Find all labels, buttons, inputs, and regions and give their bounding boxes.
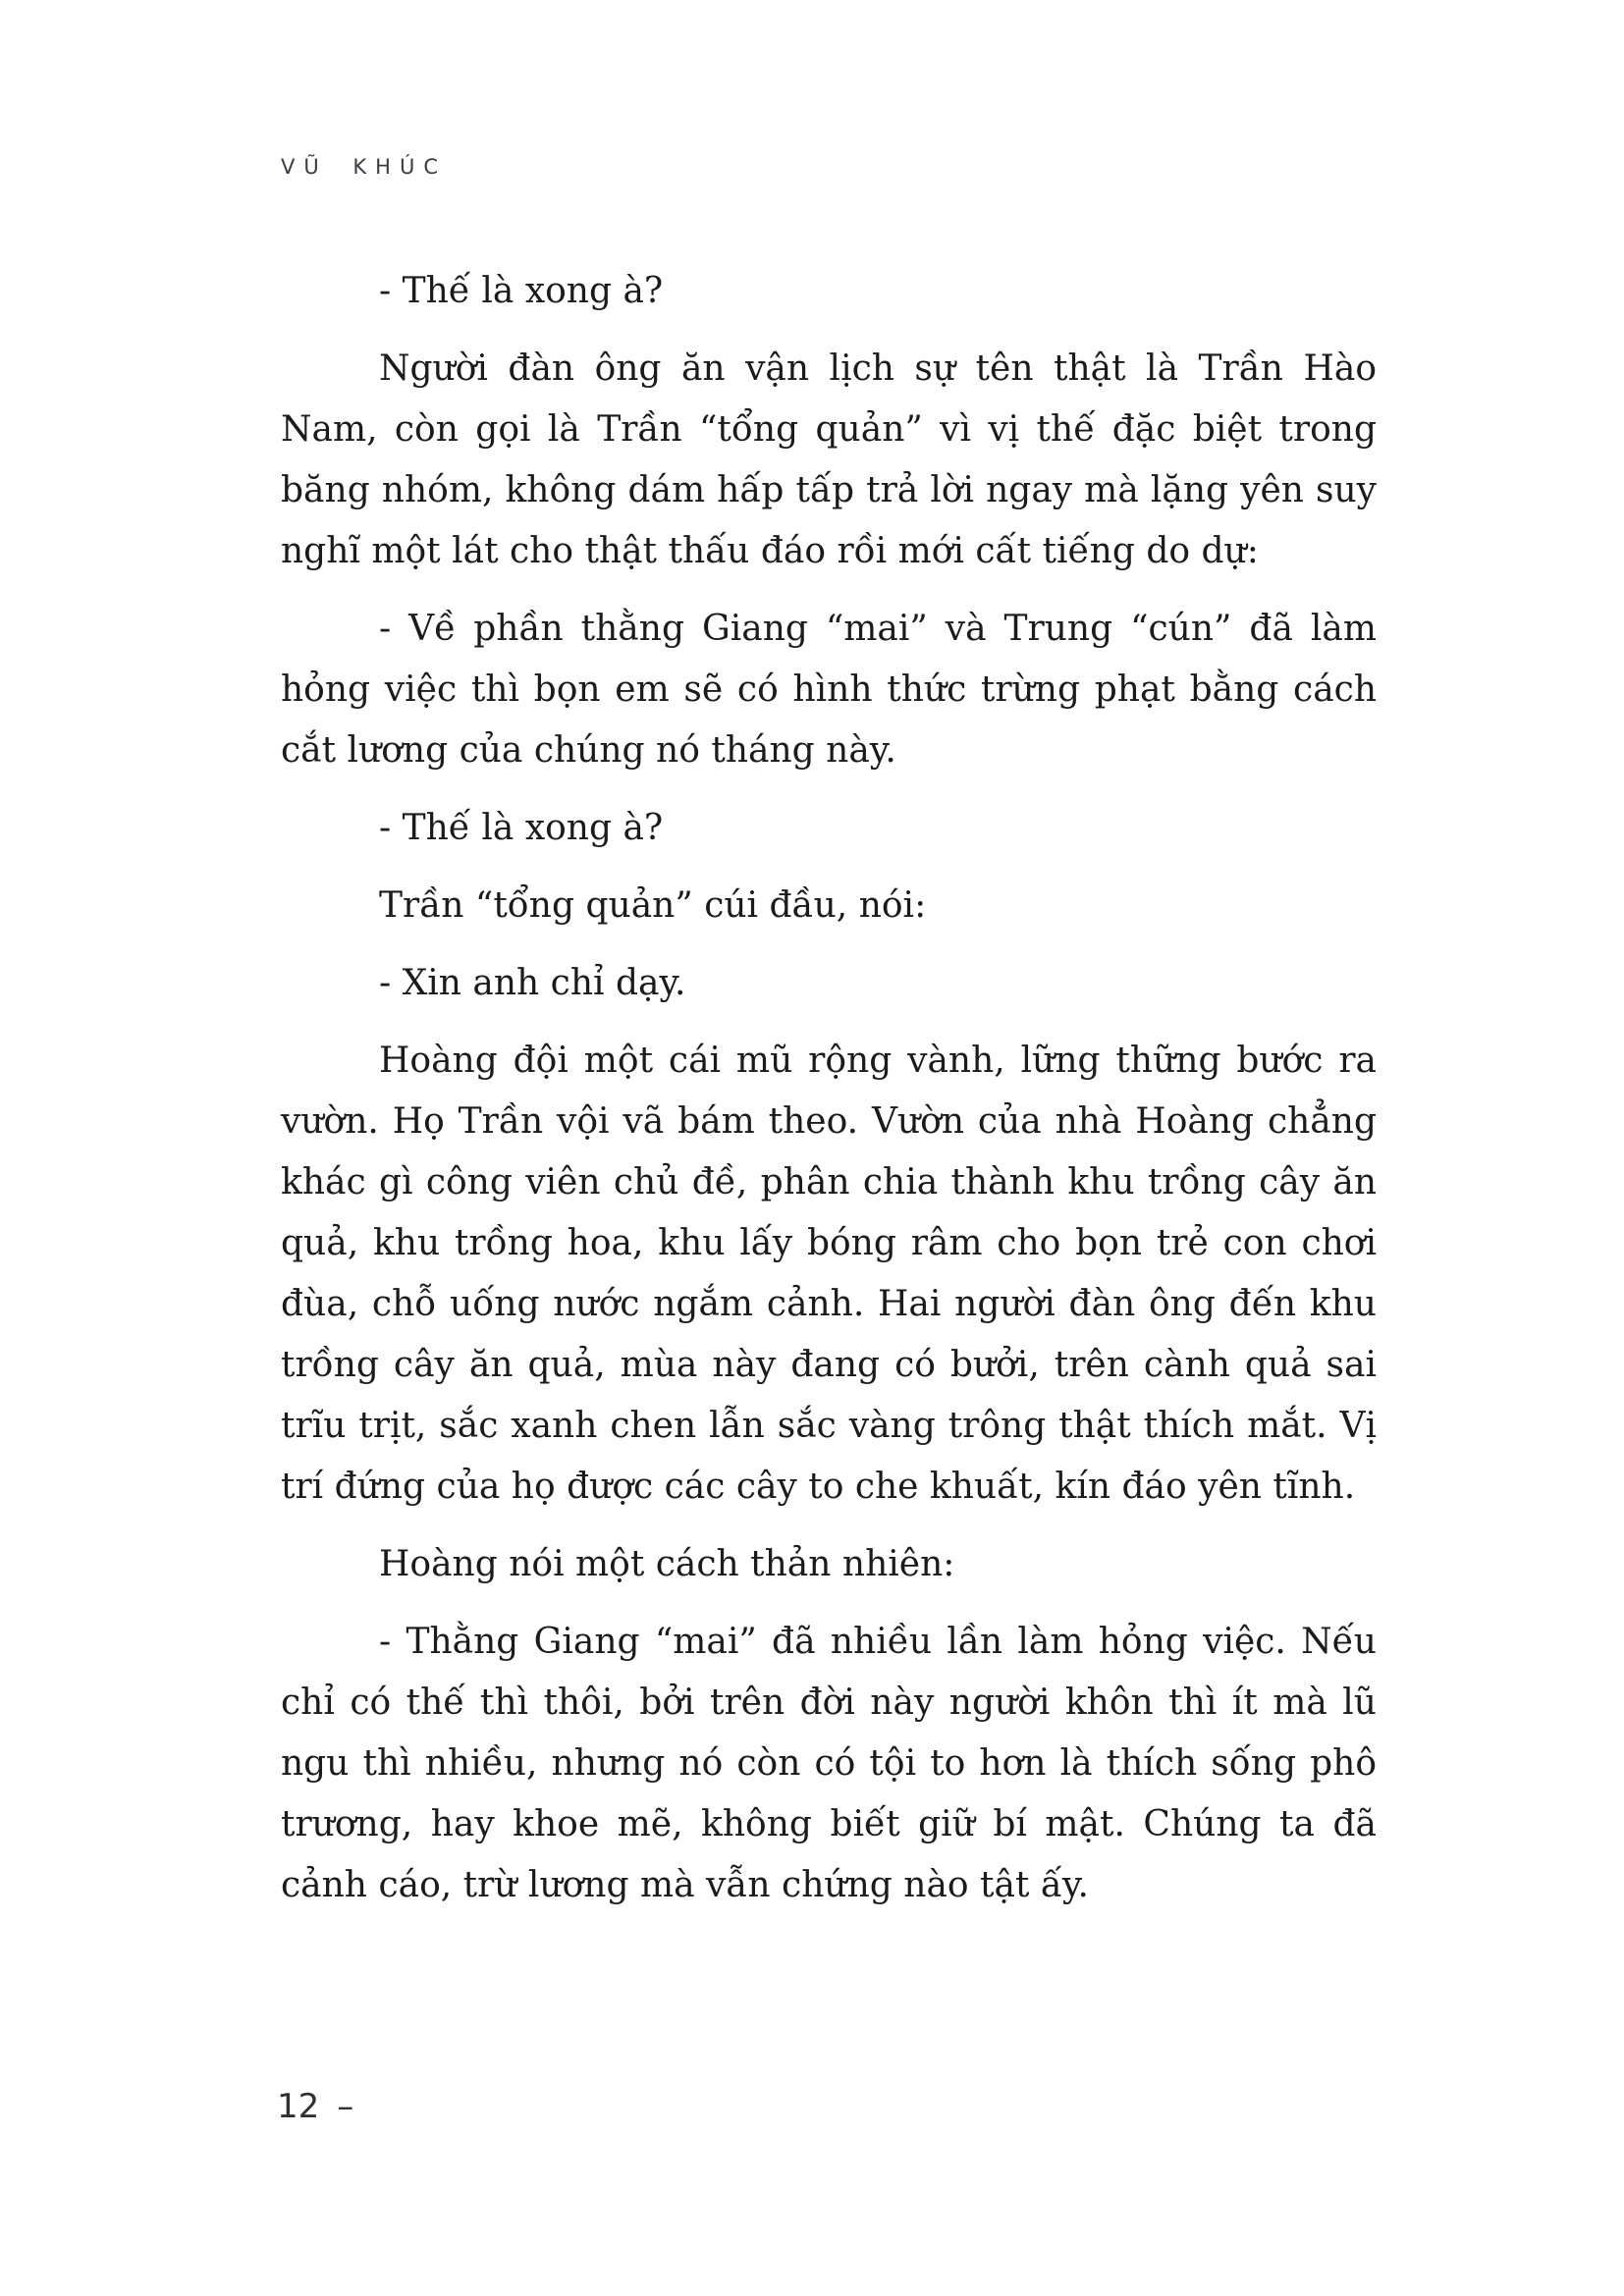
paragraph: - Về phần thằng Giang “mai” và Trung “cún” đã làm hỏng việc thì bọn em sẽ có hình thức trừng phạt bằng cách cắt lương của chúng nó tháng này. bbox=[281, 609, 1377, 771]
paragraph: Trần “tổng quản” cúi đầu, nói: bbox=[379, 885, 927, 926]
page-footer bbox=[277, 2087, 353, 2126]
page-number: 12 bbox=[277, 2087, 320, 2126]
paragraph: - Thằng Giang “mai” đã nhiều lần làm hỏng việc. Nếu chỉ có thế thì thôi, bởi trên đời này người khôn thì ít mà lũ ngu thì nhiều, nhưng nó còn có tội to hơn là thích sống phô trương, hay khoe mẽ, không biết giữ bí mật. Chúng ta đã cảnh cáo, trừ lương mà vẫn chứng nào tật ấy. bbox=[281, 1622, 1377, 1905]
paragraph: Hoàng nói một cách thản nhiên: bbox=[379, 1544, 955, 1584]
paragraph: Hoàng đội một cái mũ rộng vành, lững thững bước ra vườn. Họ Trần vội vã bám theo. Vườn của nhà Hoàng chẳng khác gì công viên chủ đề, phân chia thành khu trồng cây ăn quả, khu trồng hoa, khu lấy bóng râm cho bọn trẻ con chơi đùa, chỗ uống nước ngắm cảnh. Hai người đàn ông đến khu trồng cây ăn quả, mùa này đang có bưởi, trên cành quả sai trĩu trịt, sắc xanh chen lẫn sắc vàng trông thật thích mắt. Vị trí đứng của họ được các cây to che khuất, kín đáo yên tĩnh. bbox=[281, 1041, 1377, 1507]
paragraph: - Thế là xong à? bbox=[379, 808, 664, 848]
paragraph: - Xin anh chỉ dạy. bbox=[379, 963, 686, 1003]
body-text-block bbox=[281, 261, 1377, 1933]
page-number-dash: – bbox=[337, 2087, 354, 2126]
running-header-title: VŨ KHÚC bbox=[281, 155, 448, 179]
paragraph: - Thế là xong à? bbox=[379, 271, 664, 311]
paragraph: Người đàn ông ăn vận lịch sự tên thật là Trần Hào Nam, còn gọi là Trần “tổng quản” vì vị thế đặc biệt trong băng nhóm, không dám hấp tấp trả lời ngay mà lặng yên suy nghĩ một lát cho thật thấu đáo rồi mới cất tiếng do dự: bbox=[281, 348, 1377, 571]
